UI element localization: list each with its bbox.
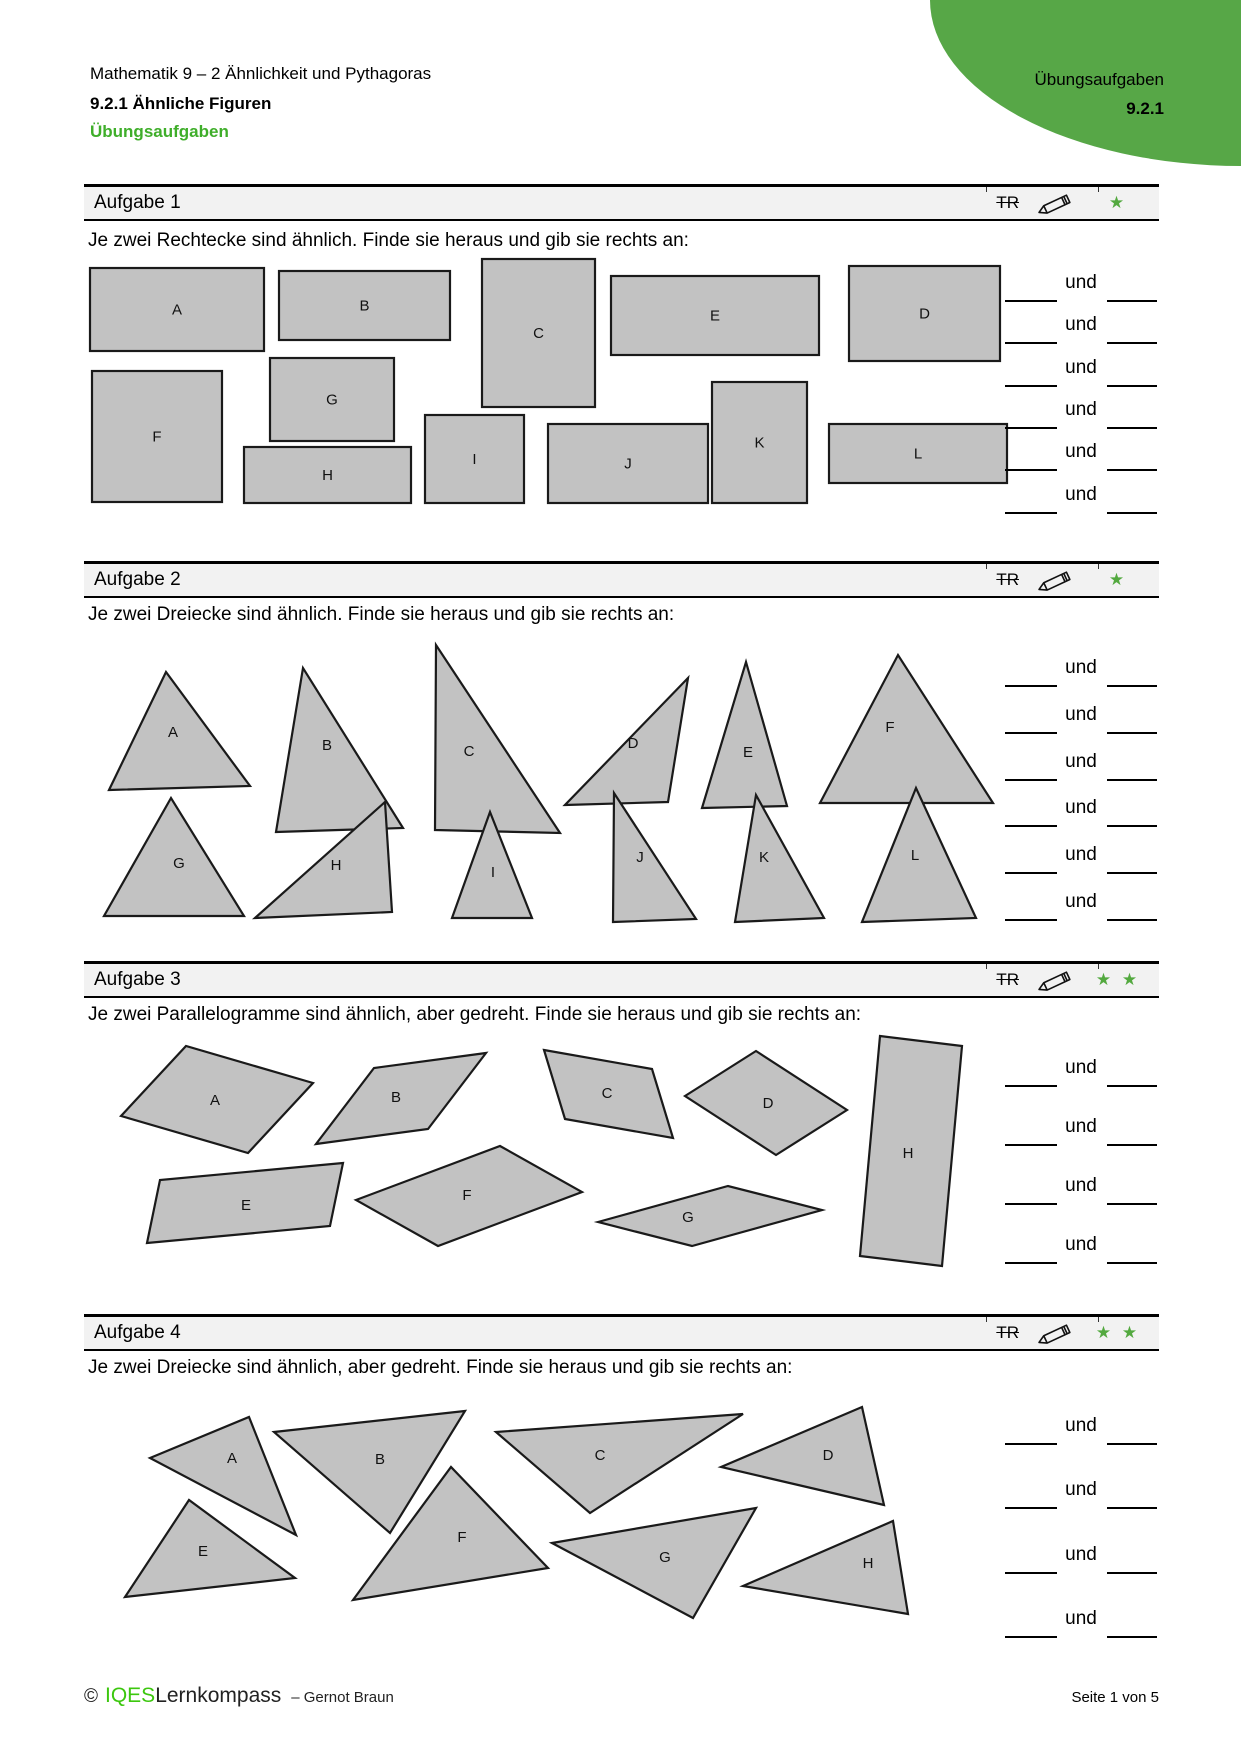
answer-connector-label: und bbox=[1065, 314, 1097, 335]
figure-label-J: J bbox=[624, 455, 632, 473]
figure-label-C: C bbox=[594, 1447, 606, 1464]
figure-label-F: F bbox=[152, 428, 162, 446]
figure-label-K: K bbox=[758, 849, 770, 866]
figure-label-B: B bbox=[359, 297, 370, 315]
figure-label-D: D bbox=[822, 1447, 834, 1464]
answer-connector-label: und bbox=[1065, 891, 1097, 912]
figure-task2-J bbox=[613, 793, 696, 922]
header-subtitle: Übungsaufgaben bbox=[90, 122, 229, 141]
answer-connector-label: und bbox=[1065, 1544, 1097, 1565]
footer-brand bbox=[84, 1684, 394, 1708]
answer-connector-label: und bbox=[1065, 1234, 1097, 1255]
task2-calculator-tag: TR bbox=[996, 570, 1019, 589]
figure-label-G: G bbox=[659, 1549, 671, 1566]
figure-task4-D bbox=[721, 1407, 884, 1505]
figure-label-K: K bbox=[754, 434, 765, 452]
task4-title: Aufgabe 4 bbox=[94, 1322, 181, 1343]
figure-label-H: H bbox=[322, 467, 333, 484]
figure-task2-C bbox=[435, 645, 560, 833]
figure-task2-K bbox=[735, 795, 824, 922]
answer-connector-label: und bbox=[1065, 657, 1097, 678]
task3-instruction: Je zwei Parallelogramme sind ähnlich, aber gedreht. Finde sie heraus und gib sie rechts an: bbox=[88, 1004, 862, 1025]
figure-label-E: E bbox=[742, 744, 754, 761]
corner-code: 9.2.1 bbox=[1126, 99, 1164, 118]
task3-calculator-tag: TR bbox=[996, 970, 1019, 989]
figure-task2-D bbox=[565, 678, 688, 805]
figure-label-A: A bbox=[209, 1092, 221, 1109]
footer bbox=[84, 1684, 1159, 1708]
task4-instruction: Je zwei Dreiecke sind ähnlich, aber gedreht. Finde sie heraus und gib sie rechts an: bbox=[88, 1357, 793, 1378]
brand-iqes: IQES bbox=[105, 1684, 156, 1707]
header-course: Mathematik 9 – 2 Ähnlichkeit und Pythagoras bbox=[90, 64, 432, 83]
figure-label-F: F bbox=[462, 1187, 472, 1204]
task1-instruction: Je zwei Rechtecke sind ähnlich. Finde sie heraus und gib sie rechts an: bbox=[88, 230, 689, 251]
figure-task4-H bbox=[743, 1521, 908, 1614]
difficulty-stars: ★ ★ bbox=[1095, 1323, 1141, 1342]
answer-connector-label: und bbox=[1065, 1175, 1097, 1196]
figure-label-E: E bbox=[240, 1197, 252, 1214]
answer-connector-label: und bbox=[1065, 751, 1097, 772]
difficulty-stars: ★ bbox=[1108, 193, 1128, 212]
answer-connector-label: und bbox=[1065, 1415, 1097, 1436]
figure-task2-F bbox=[820, 655, 993, 803]
task2-instruction: Je zwei Dreiecke sind ähnlich. Finde sie heraus und gib sie rechts an: bbox=[88, 604, 675, 625]
answer-connector-label: und bbox=[1065, 1116, 1097, 1137]
header-section: 9.2.1 Ähnliche Figuren bbox=[90, 94, 272, 113]
figure-label-H: H bbox=[902, 1145, 914, 1162]
answer-connector-label: und bbox=[1065, 484, 1097, 505]
figure-task4-G bbox=[552, 1508, 756, 1618]
figure-label-C: C bbox=[463, 743, 475, 760]
figure-task4-C bbox=[496, 1414, 743, 1513]
figure-label-D: D bbox=[762, 1095, 774, 1112]
answer-connector-label: und bbox=[1065, 844, 1097, 865]
figure-task3-G bbox=[598, 1186, 822, 1246]
figure-label-C: C bbox=[533, 325, 544, 342]
task2-title: Aufgabe 2 bbox=[94, 569, 181, 590]
figure-label-A: A bbox=[226, 1450, 238, 1467]
answer-connector-label: und bbox=[1065, 1608, 1097, 1629]
task1-title: Aufgabe 1 bbox=[94, 192, 181, 213]
figure-label-F: F bbox=[457, 1529, 467, 1546]
figure-label-H: H bbox=[862, 1555, 874, 1572]
figure-label-F: F bbox=[885, 719, 895, 736]
figure-label-A: A bbox=[171, 301, 183, 319]
figure-label-A: A bbox=[167, 724, 179, 741]
figure-label-B: B bbox=[321, 737, 333, 754]
corner-title: Übungsaufgaben bbox=[1034, 70, 1164, 89]
figure-task2-A bbox=[109, 672, 250, 790]
figure-label-I: I bbox=[490, 864, 496, 881]
answer-connector-label: und bbox=[1065, 272, 1097, 293]
figure-label-G: G bbox=[173, 855, 185, 872]
answer-connector-label: und bbox=[1065, 1479, 1097, 1500]
figure-label-E: E bbox=[197, 1543, 209, 1560]
figure-label-D: D bbox=[919, 305, 930, 323]
figure-label-E: E bbox=[709, 307, 721, 325]
figure-label-G: G bbox=[326, 391, 338, 409]
brand-lernkompass: Lernkompass bbox=[155, 1684, 282, 1707]
figure-task2-E bbox=[702, 662, 787, 808]
figure-task4-A bbox=[150, 1417, 296, 1535]
figure-label-L: L bbox=[910, 847, 920, 864]
figure-label-D: D bbox=[627, 735, 639, 752]
copyright-icon: © bbox=[84, 1686, 98, 1707]
difficulty-stars: ★ ★ bbox=[1095, 970, 1141, 989]
figure-label-G: G bbox=[682, 1209, 694, 1226]
answer-connector-label: und bbox=[1065, 797, 1097, 818]
answer-connector-label: und bbox=[1065, 704, 1097, 725]
answer-connector-label: und bbox=[1065, 1057, 1097, 1078]
difficulty-stars: ★ bbox=[1108, 570, 1128, 589]
figure-label-H: H bbox=[330, 857, 342, 874]
task4-calculator-tag: TR bbox=[996, 1323, 1019, 1342]
figure-label-C: C bbox=[601, 1085, 613, 1102]
task1-calculator-tag: TR bbox=[996, 193, 1019, 212]
figure-label-B: B bbox=[374, 1451, 386, 1468]
task3-title: Aufgabe 3 bbox=[94, 969, 181, 990]
answer-connector-label: und bbox=[1065, 357, 1097, 378]
figure-label-B: B bbox=[390, 1089, 402, 1106]
answer-connector-label: und bbox=[1065, 441, 1097, 462]
figure-label-L: L bbox=[913, 445, 923, 463]
figure-label-I: I bbox=[472, 451, 477, 468]
answer-connector-label: und bbox=[1065, 399, 1097, 420]
footer-author: – Gernot Braun bbox=[291, 1689, 394, 1706]
page-number: Seite 1 von 5 bbox=[1071, 1689, 1159, 1706]
figure-label-J: J bbox=[636, 849, 644, 866]
